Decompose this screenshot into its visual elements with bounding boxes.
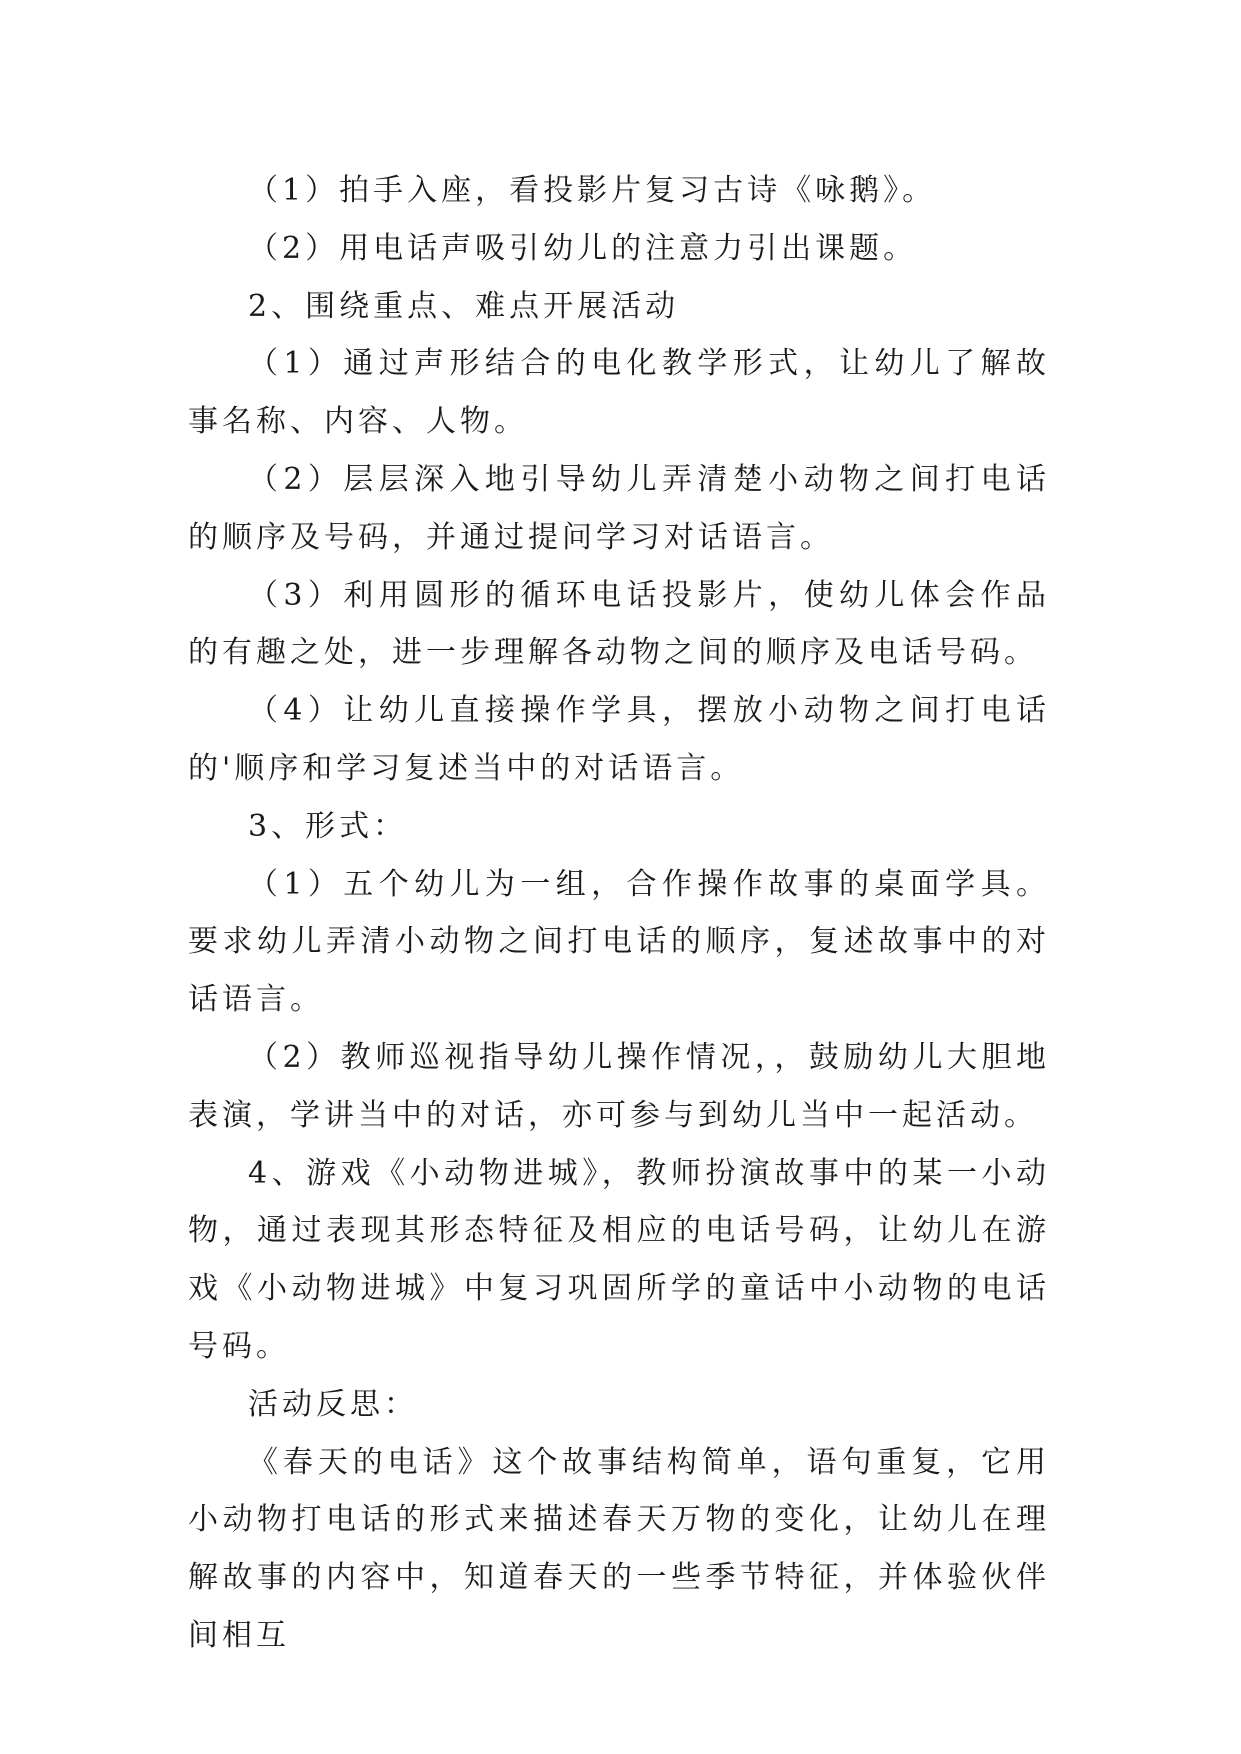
document-body	[188, 162, 1050, 1665]
paragraph-6: （4）让幼儿直接操作学具，摆放小动物之间打电话的'顺序和学习复述当中的对话语言。	[188, 693, 1050, 786]
section-heading-2: 2、围绕重点、难点开展活动	[248, 288, 680, 324]
paragraph-2: （2）用电话声吸引幼儿的注意力引出课题。	[248, 230, 918, 266]
reflection-paragraph: 《春天的电话》这个故事结构简单，语句重复，它用小动物打电话的形式来描述春天万物的变化，让幼儿在理解故事的内容中，知道春天的一些季节特征，并体验伙伴间相互	[188, 1444, 1050, 1653]
paragraph-8: （2）教师巡视指导幼儿操作情况，，鼓励幼儿大胆地表演，学讲当中的对话，亦可参与到幼儿当中一起活动。	[188, 1039, 1050, 1133]
section-heading-3: 3、形式：	[248, 808, 408, 844]
paragraph-5: （3）利用圆形的循环电话投影片，使幼儿体会作品的有趣之处，进一步理解各动物之间的顺序及电话号码。	[188, 577, 1050, 671]
paragraph-4: （2）层层深入地引导幼儿弄清楚小动物之间打电话的顺序及号码，并通过提问学习对话语言。	[188, 461, 1050, 555]
reflection-heading: 活动反思：	[248, 1386, 418, 1422]
paragraph-3: （1）通过声形结合的电化教学形式，让幼儿了解故事名称、内容、人物。	[188, 346, 1050, 440]
paragraph-1: （1）拍手入座，看投影片复习古诗《咏鹅》。	[248, 173, 937, 208]
section-heading-4: 4、游戏《小动物进城》，教师扮演故事中的某一小动物，通过表现其形态特征及相应的电话号码，让幼儿在游戏《小动物进城》中复习巩固所学的童话中小动物的电话号码。	[188, 1155, 1050, 1364]
paragraph-7: （1）五个幼儿为一组，合作操作故事的桌面学具。要求幼儿弄清小动物之间打电话的顺序，复述故事中的对话语言。	[188, 866, 1050, 1018]
